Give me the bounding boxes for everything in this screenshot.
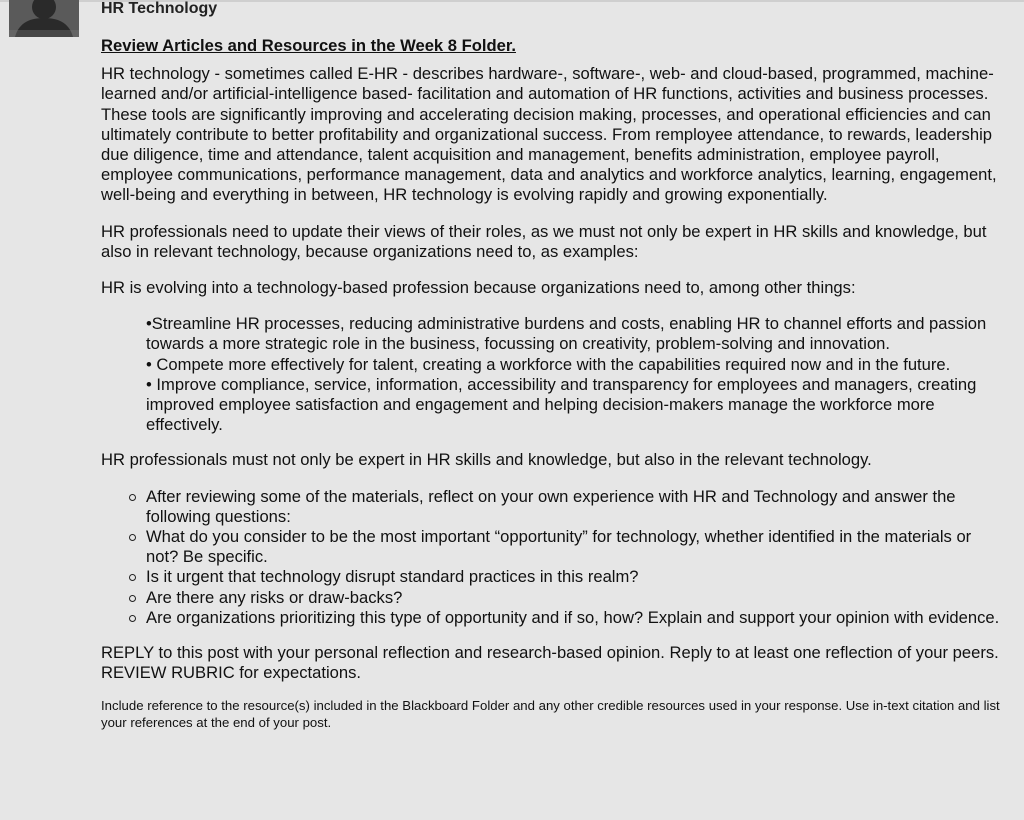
circle-bullet-icon (129, 494, 136, 501)
list-item (146, 487, 1006, 527)
question-text: After reviewing some of the materials, reflect on your own experience with HR and Technology and answer the following questions: (146, 486, 956, 526)
list-item (146, 567, 1006, 587)
avatar[interactable] (9, 0, 79, 37)
week-folder-link[interactable]: Review Articles and Resources in the Week 8 Folder. (101, 36, 516, 55)
list-item: • Compete more effectively for talent, creating a workforce with the capabilities required now and in the future. (146, 354, 951, 374)
question-text: Is it urgent that technology disrupt standard practices in this realm? (146, 567, 639, 587)
post-body (101, 36, 1006, 731)
list-item (146, 527, 1006, 567)
circle-bullet-icon (129, 534, 136, 541)
intro-paragraph: HR technology - sometimes called E-HR - describes hardware-, software-, web- and cloud-based, programmed, machine-learned and/or artificial-intelligence based- facilitation and automation of HR functions, activities and business processes. These tools are significantly improving and accelerating decision making, processes, and operational efficiencies and can ultimately contribute to better profitability and organizational success. From remployee attendance, to rewards, leadership due diligence, time and attendance, talent acquisition and management, benefits administration, employee payroll, employee communications, performance management, data and analytics and workforce analytics, learning, engagement, well-being and everything in between, HR technology is evolving rapidly and growing exponentially. (101, 64, 997, 205)
evolving-paragraph: HR is evolving into a technology-based profession because organizations need to, among other things: (101, 278, 856, 298)
list-item: •Streamline HR processes, reducing administrative burdens and costs, enabling HR to channel efforts and passion towards a more strategic role in the business, focussing on creativity, problem-solving and innovation. (146, 314, 987, 354)
reply-instructions: REPLY to this post with your personal reflection and research-based opinion. Reply to at least one reflection of your peers. REVIEW RUBRIC for expectations. (101, 643, 999, 683)
expertise-paragraph: HR professionals must not only be expert in HR skills and knowledge, but also in the relevant technology. (101, 450, 872, 470)
roles-paragraph: HR professionals need to update their views of their roles, as we must not only be expert in HR skills and knowledge, but also in relevant technology, because organizations need to, as examples: (101, 221, 987, 261)
question-text: Are organizations prioritizing this type of opportunity and if so, how? Explain and support your opinion with evidence. (146, 607, 1000, 627)
list-item (146, 588, 1006, 608)
circle-bullet-icon (129, 574, 136, 581)
post-title: HR Technology (101, 0, 218, 17)
circle-bullet-icon (129, 595, 136, 602)
question-text: What do you consider to be the most important “opportunity” for technology, whether identified in the materials or not? Be specific. (146, 527, 972, 567)
reference-note: Include reference to the resource(s) included in the Blackboard Folder and any other credible resources used in your response. Use in-text citation and list your references at the end of your post. (101, 698, 1000, 731)
list-item (146, 608, 1006, 628)
questions-list (101, 487, 1006, 628)
user-silhouette-icon (9, 0, 79, 37)
circle-bullet-icon (129, 615, 136, 622)
question-text: Are there any risks or draw-backs? (146, 587, 403, 607)
list-item: • Improve compliance, service, information, accessibility and transparency for employees and managers, creating improved employee satisfaction and engagement and helping decision-makers manage the workforce more effectively. (146, 374, 977, 435)
needs-list (146, 314, 1006, 435)
